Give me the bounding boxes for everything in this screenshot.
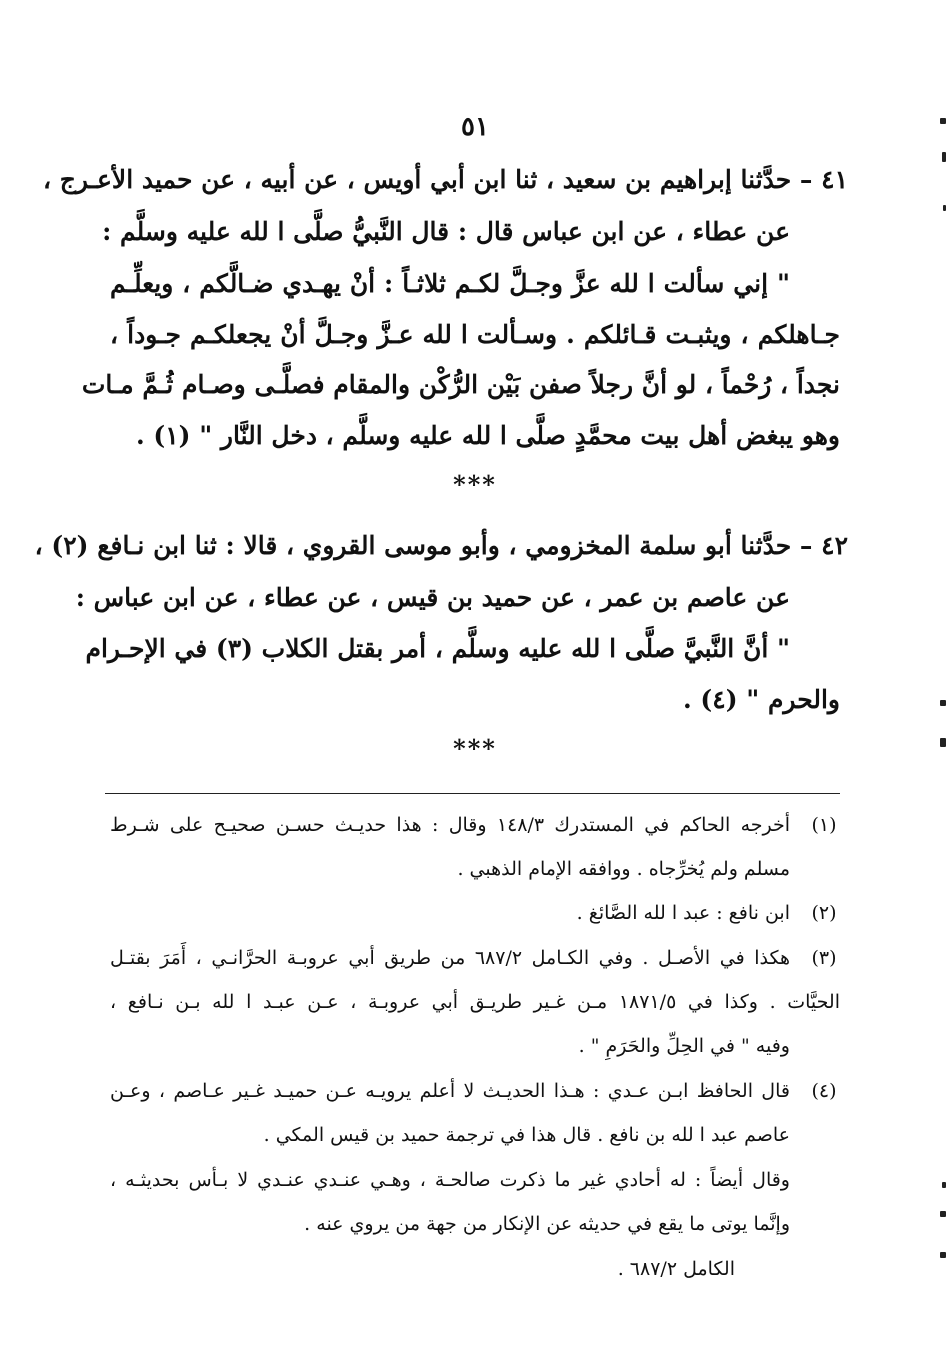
footnote-3-line-3: وفيه " في الحِلِّ والحَرَمِ " . (578, 1035, 790, 1057)
footnote-divider (105, 793, 840, 794)
scan-edge-mark (940, 1252, 946, 1258)
scan-edge-mark (942, 1182, 946, 1188)
footnote-4-line-2: عاصم عبد ا لله بن نافع . قال هذا في ترجمة حميد بن قيس المكي . (263, 1124, 790, 1146)
hadith-41-line-5: نجداً ، رُحْماً ، لو أنَّ رجلاً صفن بَيْن الرُّكْن والمقام فصلَّـى وصـام ثُـمَّ مـات (81, 370, 840, 399)
scan-edge-mark (940, 118, 946, 124)
footnote-4-line-3: وقال أيضاً : له أحادي غير ما ذكرت صالحـة ، وهـي عنـدي عنـدي لا بـأس بحديثـه ، (110, 1169, 790, 1191)
scan-edge-mark (940, 738, 946, 747)
footnote-4-marker: (٤) (811, 1080, 837, 1102)
hadith-42-line-1: ٤٢ – حدَّثنا أبو سلمة المخزومي ، وأبو موسى القروي ، قالا : ثنا ابن نـافع (٢) ، (34, 531, 848, 560)
hadith-41-line-6: وهو يبغض أهل بيت محمَّدٍ صلَّى ا لله عليه وسلَّم ، دخل النَّار " (١) . (135, 421, 840, 450)
footnote-3-line-2: الحيَّات . وكذا في ١٨٧١/٥ مـن غـير طريـق أبي عروبـة ، عـن عبـد ا لله بـن نـافع ، (110, 991, 840, 1013)
hadith-41-line-4: جـاهلكم ، ويثبـت قـائلكم . وسـألت ا لله عـزَّ وجـلَّ أنْ يجعلكـم جـوداً ، (110, 320, 840, 349)
scan-edge-mark (940, 1211, 946, 1217)
hadith-42-line-4: والحرم " (٤) . (683, 685, 840, 714)
scan-edge-mark (940, 700, 946, 706)
page-number: ٥١ (461, 112, 489, 142)
hadith-42-line-2: عن عاصم بن عمر ، عن حميد بن قيس ، عن عطاء ، عن ابن عباس : (75, 583, 790, 612)
footnote-1-line-1: أخرجه الحاكم في المستدرك ١٤٨/٣ وقال : هذا حديـث حسـن صحيـح على شـرط (110, 814, 791, 836)
footnote-4-line-1: قال الحافظ ابـن عـدي : هـذا الحديـث لا أعلم يرويـه عـن حميـد غـير عـاصم ، وعـن (110, 1080, 790, 1102)
scan-edge-mark (943, 205, 946, 211)
footnote-2-marker: (٢) (811, 902, 837, 924)
hadith-41-line-2: عن عطاء ، عن ابن عباس قال : قال النَّبيُّ صلَّى ا لله عليه وسلَّم : (102, 217, 790, 246)
footnote-3-marker: (٣) (811, 947, 837, 969)
hadith-41-line-3: " إني سألت ا لله عزَّ وجـلَّ لكـم ثلاثـاً : أنْ يهـدي ضـالَّكم ، ويعلِّـم (110, 269, 790, 298)
footnote-4-line-4: وإنَّما يوتى ما يقع في حديثه عن الإنكار من جهة من يروي عنه . (304, 1213, 790, 1235)
section-separator-2: *** (453, 734, 497, 763)
footnote-2-line-1: ابن نافع : عبد ا لله الصَّائغ . (576, 902, 790, 924)
scan-edge-mark (942, 152, 946, 162)
section-separator-1: *** (453, 470, 497, 499)
footnote-4-citation: الكامل ٦٨٧/٢ . (617, 1258, 735, 1280)
hadith-41-line-1: ٤١ – حدَّثنا إبراهيم بن سعيد ، ثنا ابن أبي أويس ، عن أبيه ، عن حميد الأعـرج ، (42, 165, 848, 194)
footnote-1-line-2: مسلم ولم يُخرِّجاه . ووافقه الإمام الذهبي . (457, 858, 790, 880)
hadith-42-line-3: " أنَّ النَّبيَّ صلَّى ا لله عليه وسلَّم ، أمر بقتل الكلاب (٣) في الإحـرام (85, 634, 790, 663)
footnote-1-marker: (١) (811, 814, 837, 836)
footnote-3-line-1: هكذا في الأصـل . وفي الكـامل ٦٨٧/٢ من طريق أبي عروبـة الحرَّانـي ، أَمَرَ بقتـل (110, 947, 790, 969)
